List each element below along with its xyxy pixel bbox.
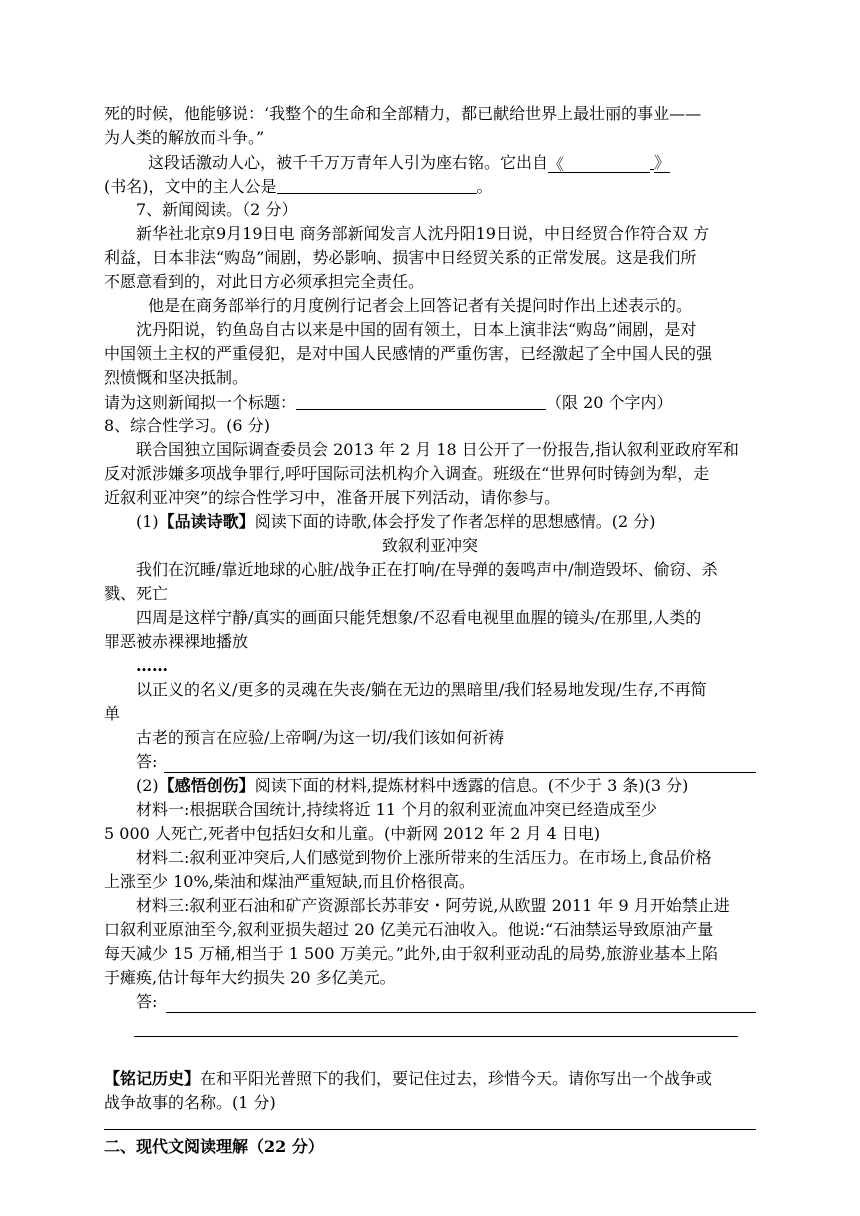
text-line: 联合国独立国际调查委员会 2013 年 2 月 18 日公开了一份报告,指认叙利亚政府军和: [136, 440, 739, 459]
section-tag: 【品读诗歌】: [158, 512, 255, 531]
text-span: (2): [136, 776, 159, 795]
poem-line: 戮、死亡: [104, 584, 169, 603]
text-line: 死的时候，他能够说：‘我整个的生命和全部精力，都已献给世界上最壮丽的事业——: [104, 104, 702, 123]
text-line: 战争故事的名称。(1 分): [104, 1093, 276, 1112]
headline-blank[interactable]: [296, 391, 546, 410]
poem-line: 单: [104, 704, 121, 723]
answer-label: 答:: [136, 992, 158, 1011]
material-line: 每天减少 15 万桶,相当于 1 500 万美元。”此外,由于叙利亚动乱的局势,旅游业基本上陷: [104, 944, 718, 963]
question-6-source: [148, 151, 670, 174]
poem-line: 四周是这样宁静/真实的画面只能凭想象/不忍看电视里血腥的镜头/在那里,人类的: [136, 608, 702, 627]
text-span: 。: [476, 177, 493, 196]
text-line: 沈丹阳说，钓鱼岛自古以来是中国的固有领土，日本上演非法“购岛”闹剧，是对: [136, 320, 697, 339]
poem-line: 我们在沉睡/靠近地球的心脏/战争正在打响/在导弹的轰鸣声中/制造毁坏、偷窃、杀: [136, 560, 718, 579]
question-6-protagonist: [104, 175, 493, 198]
section-tag: 【铭记历史】: [104, 1069, 201, 1088]
poem-line: 罪恶被赤裸裸地播放: [104, 632, 249, 651]
sub-question-2: [136, 775, 688, 797]
poem-line: 以正义的名义/更多的灵魂在失丧/躺在无边的黑暗里/我们轻易地发现/生存,不再简: [136, 680, 707, 699]
text-line: 不愿意看到的，对此日方必须承担完全责任。: [104, 272, 425, 291]
text-line: 近叙利亚冲突”的综合性学习中，准备开展下列活动，请你参与。: [104, 488, 561, 507]
material-line: 口叙利亚原油至今,叙利亚损失超过 20 亿美元石油收入。他说:“石油禁运导致原油产量: [104, 920, 714, 939]
headline-prompt: [104, 391, 673, 414]
text-span: 在和平阳光普照下的我们，要记住过去，珍惜今天。请你写出一个战争或: [200, 1069, 713, 1088]
text-span: 阅读下面的诗歌,体会抒发了作者怎样的思想感情。(2 分): [254, 512, 656, 531]
poem-title: 致叙利亚冲突: [381, 536, 478, 555]
question-7-heading: 7、新闻阅读。（2 分）: [136, 200, 298, 219]
material-line: 5 000 人死亡,死者中包括妇女和儿童。(中新网 2012 年 2 月 4 日电): [104, 824, 601, 843]
answer-blank-2[interactable]: [166, 1012, 756, 1013]
answer-blank-1[interactable]: [164, 772, 756, 773]
text-line: 烈愤慨和坚决抵制。: [104, 368, 249, 387]
section-tag: 【感悟创伤】: [158, 776, 255, 795]
remember-history: [104, 1068, 712, 1090]
material-line: 材料二:叙利亚冲突后,人们感觉到物价上涨所带来的生活压力。在市场上,食品价格: [136, 848, 712, 867]
answer-blank-4[interactable]: [104, 1129, 756, 1130]
text-line: 利益，日本非法“购岛”闹剧，势必影响、损害中日经贸关系的正常发展。这是我们所: [104, 248, 697, 267]
text-span: 这段话激动人心，被千千万万青年人引为座右铭。它出自: [148, 153, 549, 172]
text-span: 阅读下面的材料,提炼材料中透露的信息。(不少于 3 条)(3 分): [254, 776, 689, 795]
text-span: 请为这则新闻拟一个标题：: [104, 393, 297, 412]
answer-blank-3[interactable]: [134, 1036, 738, 1037]
sub-question-1: [136, 511, 656, 533]
text-span: (1): [136, 512, 159, 531]
text-line: 中国领土主权的严重侵犯，是对中国人民感情的严重伤害，已经激起了全中国人民的强: [104, 344, 713, 363]
text-line: 为人类的解放而斗争。”: [104, 128, 265, 147]
protagonist-blank[interactable]: [277, 175, 477, 194]
book-bracket-open: 《: [548, 155, 565, 174]
text-span: (书名)，文中的主人公是: [104, 177, 277, 196]
section-two-heading: 二、现代文阅读理解（22 分）: [104, 1137, 324, 1156]
question-8-heading: 8、综合性学习。(6 分): [104, 416, 270, 435]
material-line: 材料三:叙利亚石油和矿产资源部长苏菲安・阿劳说,从欧盟 2011 年 9 月开始禁止进: [136, 896, 730, 915]
poem-ellipsis: ……: [136, 656, 168, 675]
material-line: 上涨至少 10%,柴油和煤油严重短缺,而且价格很高。: [104, 872, 475, 891]
text-line: 他是在商务部举行的月度例行记者会上回答记者有关提问时作出上述表示的。: [148, 296, 693, 315]
answer-label: 答:: [136, 752, 158, 771]
material-line: 于瘫痪,估计每年大约损失 20 多亿美元。: [104, 968, 396, 987]
text-span: （限 20 个字内）: [546, 393, 673, 412]
poem-line: 古老的预言在应验/上帝啊/为这一切/我们该如何祈祷: [136, 728, 505, 747]
material-line: 材料一:根据联合国统计,持续将近 11 个月的叙利亚流血冲突已经造成至少: [136, 800, 658, 819]
book-bracket-close: 》: [654, 153, 671, 172]
text-line: 反对派涉嫌多项战争罪行,呼吁国际司法机构介入调查。班级在“世界何时铸剑为犁，走: [104, 464, 710, 483]
book-title-blank[interactable]: [548, 154, 650, 173]
text-line: 新华社北京9月19日电 商务部新闻发言人沈丹阳19日说，中日经贸合作符合双 方: [136, 224, 710, 243]
